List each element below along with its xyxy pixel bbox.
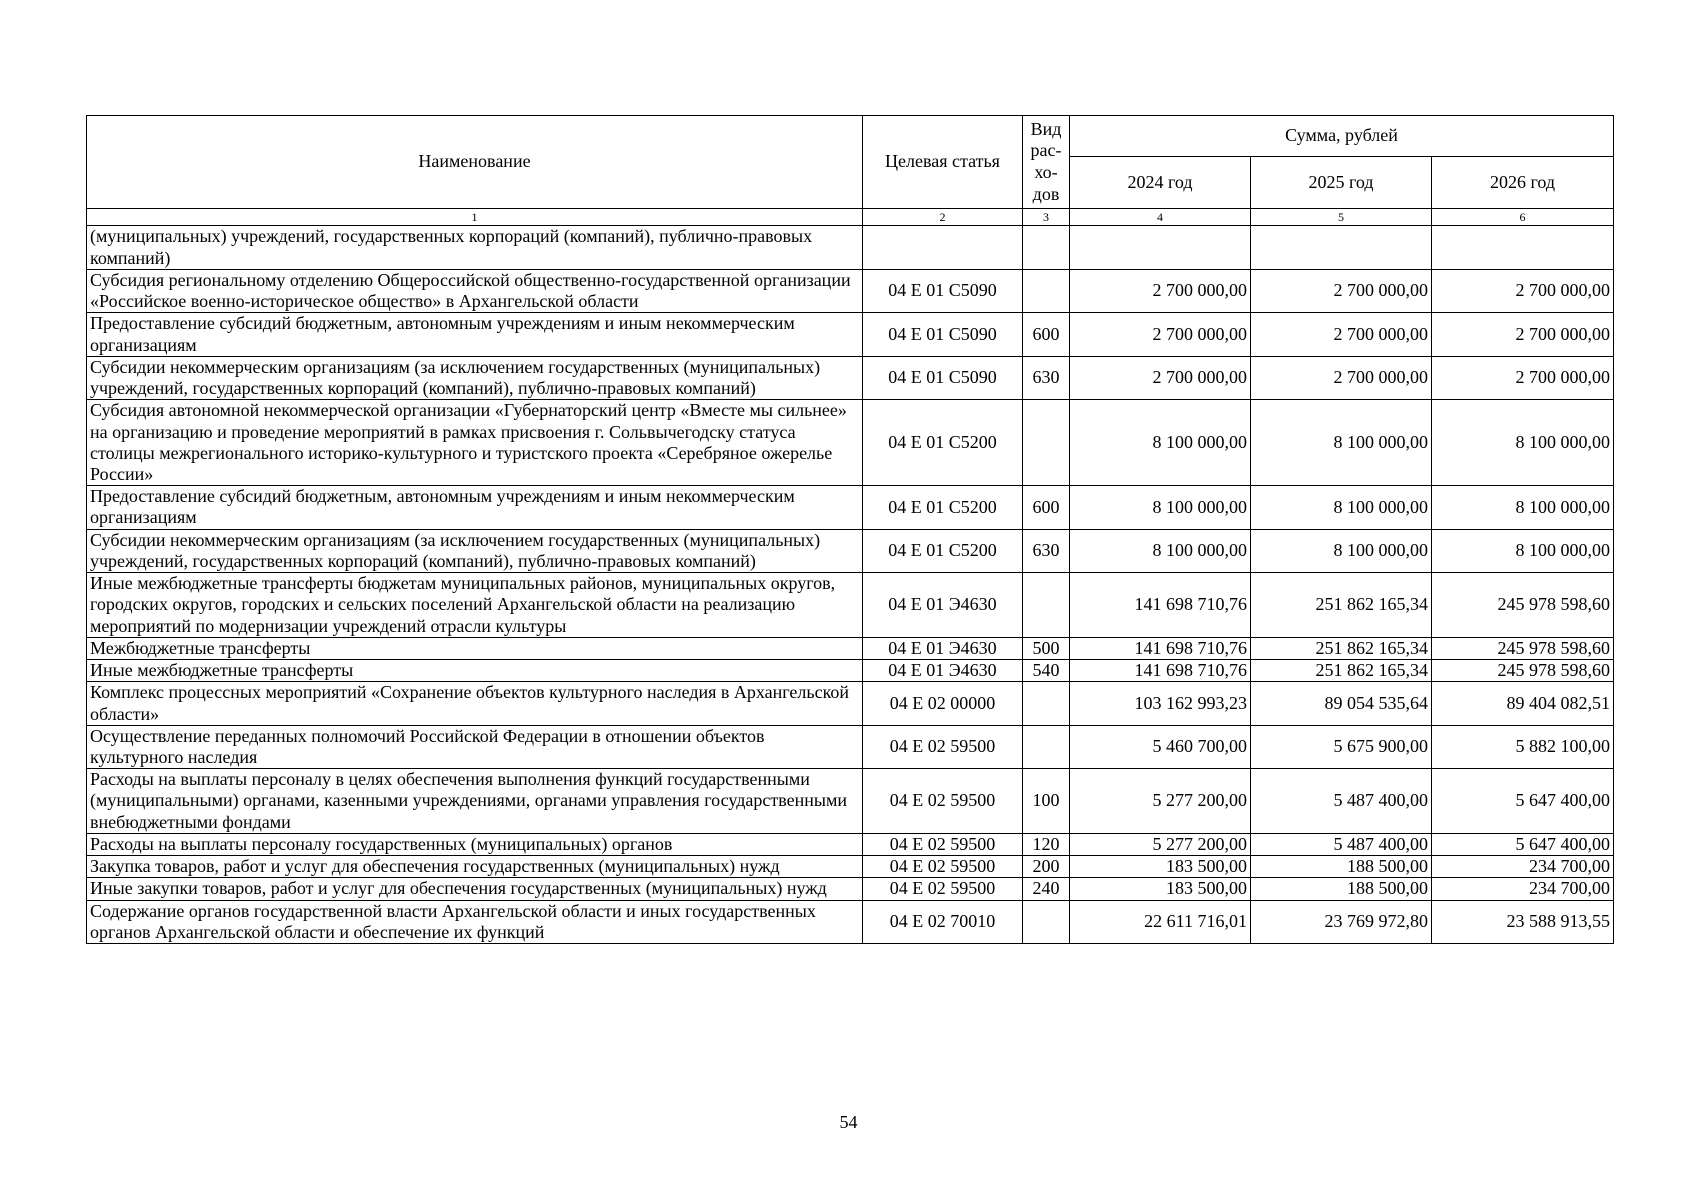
column-number: 2: [863, 209, 1023, 226]
table-row: [87, 269, 1614, 312]
row-amount-2025: 8 100 000,00: [1251, 529, 1432, 572]
row-name: Комплекс процессных мероприятий «Сохранение объектов культурного наследия в Архангельской области»: [87, 682, 863, 725]
row-amount-2024: 103 162 993,23: [1070, 682, 1251, 725]
row-amount-2026: 234 700,00: [1432, 878, 1614, 900]
row-expense-type: [1023, 226, 1070, 269]
row-amount-2024: 8 100 000,00: [1070, 486, 1251, 529]
row-amount-2024: 2 700 000,00: [1070, 269, 1251, 312]
column-number: 4: [1070, 209, 1251, 226]
row-amount-2026: 5 882 100,00: [1432, 725, 1614, 768]
row-expense-type: 500: [1023, 637, 1070, 659]
row-amount-2025: 188 500,00: [1251, 878, 1432, 900]
row-amount-2026: 8 100 000,00: [1432, 529, 1614, 572]
row-target-article: 04 Е 01 С5200: [863, 529, 1023, 572]
header-year-2026: 2026 год: [1432, 157, 1614, 209]
row-name: Иные закупки товаров, работ и услуг для обеспечения государственных (муниципальных) нужд: [87, 878, 863, 900]
row-target-article: [863, 226, 1023, 269]
row-expense-type: [1023, 900, 1070, 943]
row-amount-2024: 183 500,00: [1070, 878, 1251, 900]
row-amount-2025: 8 100 000,00: [1251, 486, 1432, 529]
row-target-article: 04 Е 01 Э4630: [863, 637, 1023, 659]
row-amount-2024: 141 698 710,76: [1070, 573, 1251, 638]
row-amount-2025: 5 675 900,00: [1251, 725, 1432, 768]
row-name: Осуществление переданных полномочий Российской Федерации в отношении объектов культурного наследия: [87, 725, 863, 768]
row-amount-2025: 2 700 000,00: [1251, 269, 1432, 312]
row-amount-2026: 234 700,00: [1432, 856, 1614, 878]
row-amount-2026: 245 978 598,60: [1432, 660, 1614, 682]
table-header: [87, 116, 1614, 226]
row-target-article: 04 Е 02 59500: [863, 769, 1023, 834]
header-name: Наименование: [87, 116, 863, 209]
row-name: Иные межбюджетные трансферты: [87, 660, 863, 682]
header-expense-type-line: рас-: [1030, 140, 1062, 161]
column-number: 6: [1432, 209, 1614, 226]
table-row: [87, 900, 1614, 943]
row-amount-2026: 23 588 913,55: [1432, 900, 1614, 943]
row-amount-2026: 5 647 400,00: [1432, 769, 1614, 834]
table-row: [87, 878, 1614, 900]
table-row: [87, 833, 1614, 855]
row-name: Расходы на выплаты персоналу в целях обеспечения выполнения функций государственными (муниципальными) органами, казенными учреждениями, органами управления государственными внебюджетными фондами: [87, 769, 863, 834]
row-amount-2026: 2 700 000,00: [1432, 356, 1614, 399]
row-target-article: 04 Е 01 С5090: [863, 356, 1023, 399]
page-number: 54: [839, 1112, 858, 1132]
table-row: [87, 356, 1614, 399]
row-expense-type: [1023, 269, 1070, 312]
row-expense-type: 120: [1023, 833, 1070, 855]
table-row: [87, 529, 1614, 572]
row-amount-2025: 2 700 000,00: [1251, 356, 1432, 399]
row-expense-type: 200: [1023, 856, 1070, 878]
row-target-article: 04 Е 02 70010: [863, 900, 1023, 943]
row-target-article: 04 Е 01 С5200: [863, 486, 1023, 529]
row-amount-2024: 22 611 716,01: [1070, 900, 1251, 943]
row-amount-2024: 183 500,00: [1070, 856, 1251, 878]
header-expense-type-line: дов: [1032, 183, 1060, 204]
table-row: [87, 313, 1614, 356]
header-year-2024: 2024 год: [1070, 157, 1251, 209]
row-expense-type: [1023, 573, 1070, 638]
row-expense-type: [1023, 682, 1070, 725]
table-row: [87, 769, 1614, 834]
header-target-article: Целевая статья: [863, 116, 1023, 209]
row-amount-2025: [1251, 226, 1432, 269]
row-amount-2025: 2 700 000,00: [1251, 313, 1432, 356]
row-expense-type: 600: [1023, 486, 1070, 529]
row-amount-2026: 2 700 000,00: [1432, 269, 1614, 312]
row-amount-2025: 251 862 165,34: [1251, 660, 1432, 682]
row-amount-2025: 5 487 400,00: [1251, 833, 1432, 855]
column-number: 1: [87, 209, 863, 226]
table-row: [87, 486, 1614, 529]
table-row: [87, 400, 1614, 486]
row-target-article: 04 Е 01 С5200: [863, 400, 1023, 486]
row-target-article: 04 Е 01 С5090: [863, 313, 1023, 356]
row-target-article: 04 Е 02 59500: [863, 725, 1023, 768]
row-expense-type: 100: [1023, 769, 1070, 834]
budget-table: [86, 115, 1614, 944]
row-name: Межбюджетные трансферты: [87, 637, 863, 659]
row-amount-2024: 141 698 710,76: [1070, 637, 1251, 659]
column-numbers-row: [87, 209, 1614, 226]
row-name: Предоставление субсидий бюджетным, автономным учреждениям и иным некоммерческим организациям: [87, 486, 863, 529]
row-expense-type: [1023, 400, 1070, 486]
row-amount-2025: 251 862 165,34: [1251, 637, 1432, 659]
row-target-article: 04 Е 02 00000: [863, 682, 1023, 725]
row-name: Субсидии некоммерческим организациям (за исключением государственных (муниципальных) учреждений, государственных корпораций (компаний), публично-правовых компаний): [87, 356, 863, 399]
row-target-article: 04 Е 01 С5090: [863, 269, 1023, 312]
row-name: (муниципальных) учреждений, государственных корпораций (компаний), публично-правовых компаний): [87, 226, 863, 269]
row-amount-2025: 5 487 400,00: [1251, 769, 1432, 834]
row-amount-2026: 2 700 000,00: [1432, 313, 1614, 356]
row-expense-type: [1023, 725, 1070, 768]
row-target-article: 04 Е 01 Э4630: [863, 573, 1023, 638]
row-name: Закупка товаров, работ и услуг для обеспечения государственных (муниципальных) нужд: [87, 856, 863, 878]
row-amount-2026: 245 978 598,60: [1432, 573, 1614, 638]
row-expense-type: 630: [1023, 529, 1070, 572]
header-expense-type: [1023, 116, 1070, 209]
column-number: 5: [1251, 209, 1432, 226]
row-amount-2024: 8 100 000,00: [1070, 529, 1251, 572]
row-name: Иные межбюджетные трансферты бюджетам муниципальных районов, муниципальных округов, городских округов, городских и сельских поселений Архангельской области на реализацию мероприятий по модернизации учреждений отрасли культуры: [87, 573, 863, 638]
row-target-article: 04 Е 02 59500: [863, 856, 1023, 878]
row-expense-type: 540: [1023, 660, 1070, 682]
row-amount-2024: 5 277 200,00: [1070, 769, 1251, 834]
row-amount-2024: 2 700 000,00: [1070, 356, 1251, 399]
row-expense-type: 630: [1023, 356, 1070, 399]
row-target-article: 04 Е 02 59500: [863, 833, 1023, 855]
table-row: [87, 573, 1614, 638]
table-row: [87, 725, 1614, 768]
row-name: Содержание органов государственной власти Архангельской области и иных государственных органов Архангельской области и обеспечение их функций: [87, 900, 863, 943]
row-amount-2024: 5 460 700,00: [1070, 725, 1251, 768]
row-amount-2024: 141 698 710,76: [1070, 660, 1251, 682]
row-name: Расходы на выплаты персоналу государственных (муниципальных) органов: [87, 833, 863, 855]
header-expense-type-line: Вид: [1030, 118, 1062, 139]
column-number: 3: [1023, 209, 1070, 226]
row-amount-2024: [1070, 226, 1251, 269]
row-amount-2026: 89 404 082,51: [1432, 682, 1614, 725]
header-expense-type-line: хо-: [1034, 162, 1058, 182]
header-year-2025: 2025 год: [1251, 157, 1432, 209]
row-target-article: 04 Е 01 Э4630: [863, 660, 1023, 682]
row-expense-type: 240: [1023, 878, 1070, 900]
table-row: [87, 637, 1614, 659]
row-amount-2024: 5 277 200,00: [1070, 833, 1251, 855]
row-amount-2026: 8 100 000,00: [1432, 400, 1614, 486]
row-target-article: 04 Е 02 59500: [863, 878, 1023, 900]
row-amount-2025: 251 862 165,34: [1251, 573, 1432, 638]
table-body: [87, 226, 1614, 944]
row-name: Предоставление субсидий бюджетным, автономным учреждениям и иным некоммерческим организациям: [87, 313, 863, 356]
row-amount-2025: 188 500,00: [1251, 856, 1432, 878]
table-row: [87, 660, 1614, 682]
row-amount-2024: 2 700 000,00: [1070, 313, 1251, 356]
row-amount-2025: 89 054 535,64: [1251, 682, 1432, 725]
table-row: [87, 682, 1614, 725]
row-amount-2026: 5 647 400,00: [1432, 833, 1614, 855]
header-sum: Сумма, рублей: [1070, 116, 1614, 157]
table-row: [87, 226, 1614, 269]
row-amount-2025: 23 769 972,80: [1251, 900, 1432, 943]
row-name: Субсидия региональному отделению Общероссийской общественно-государственной организации «Российское военно-историческое общество» в Архангельской области: [87, 269, 863, 312]
row-amount-2026: [1432, 226, 1614, 269]
row-amount-2026: 245 978 598,60: [1432, 637, 1614, 659]
row-name: Субсидия автономной некоммерческой организации «Губернаторский центр «Вместе мы сильнее» на организацию и проведение мероприятий в рамках присвоения г. Сольвычегодску статуса столицы межрегионального историко-культурного и туристского проекта «Серебряное ожерелье России»: [87, 400, 863, 486]
row-name: Субсидии некоммерческим организациям (за исключением государственных (муниципальных) учреждений, государственных корпораций (компаний), публично-правовых компаний): [87, 529, 863, 572]
row-amount-2024: 8 100 000,00: [1070, 400, 1251, 486]
table-row: [87, 856, 1614, 878]
row-amount-2026: 8 100 000,00: [1432, 486, 1614, 529]
row-expense-type: 600: [1023, 313, 1070, 356]
row-amount-2025: 8 100 000,00: [1251, 400, 1432, 486]
